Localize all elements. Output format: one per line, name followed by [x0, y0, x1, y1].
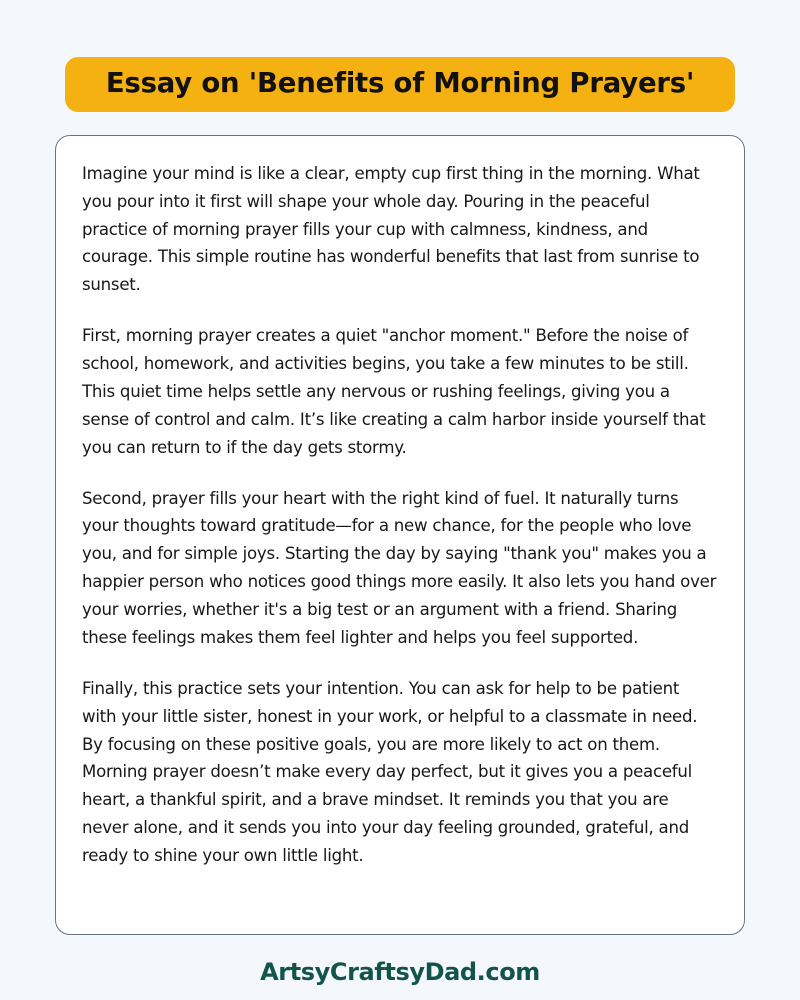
- essay-title-banner: [65, 57, 735, 112]
- essay-paragraph-2: First, morning prayer creates a quiet "anchor moment." Before the noise of school, homework, and activities begins, you take a few minutes to be still. This quiet time helps settle any nervous or rushing feelings, giving you a sense of control and calm. It’s like creating a calm harbor inside yourself that you can return to if the day gets stormy.: [82, 326, 706, 457]
- essay-card: [55, 135, 745, 935]
- page-title: Essay on 'Benefits of Morning Prayers': [105, 67, 695, 99]
- essay-paragraph-1: Imagine your mind is like a clear, empty cup first thing in the morning. What you pour into it first will shape your whole day. Pouring in the peaceful practice of morning prayer fills your cup with calmness, kindness, and courage. This simple routine has wonderful benefits that last from sunrise to sunset.: [82, 163, 700, 295]
- essay-paragraph-3: Second, prayer fills your heart with the right kind of fuel. It naturally turns your thoughts toward gratitude—for a new chance, for the people who love you, and for simple joys. Starting the day by saying "thank you" makes you a happier person who notices good things more easily. It also lets you hand over your worries, whether it's a big test or an argument with a friend. Sharing these feelings makes them feel lighter and helps you feel supported.: [82, 488, 717, 647]
- site-brand-label: ArtsyCraftsyDad.com: [260, 958, 540, 986]
- essay-paragraph-4: Finally, this practice sets your intention. You can ask for help to be patient with your little sister, honest in your work, or helpful to a classmate in need. By focusing on these positive goals, you are more likely to act on them. Morning prayer doesn’t make every day perfect, but it gives you a peaceful heart, a thankful spirit, and a brave mindset. It reminds you that you are never alone, and it sends you into your day feeling grounded, grateful, and ready to shine your own little light.: [82, 678, 698, 866]
- essay-body: [82, 160, 718, 870]
- site-footer: [0, 958, 800, 986]
